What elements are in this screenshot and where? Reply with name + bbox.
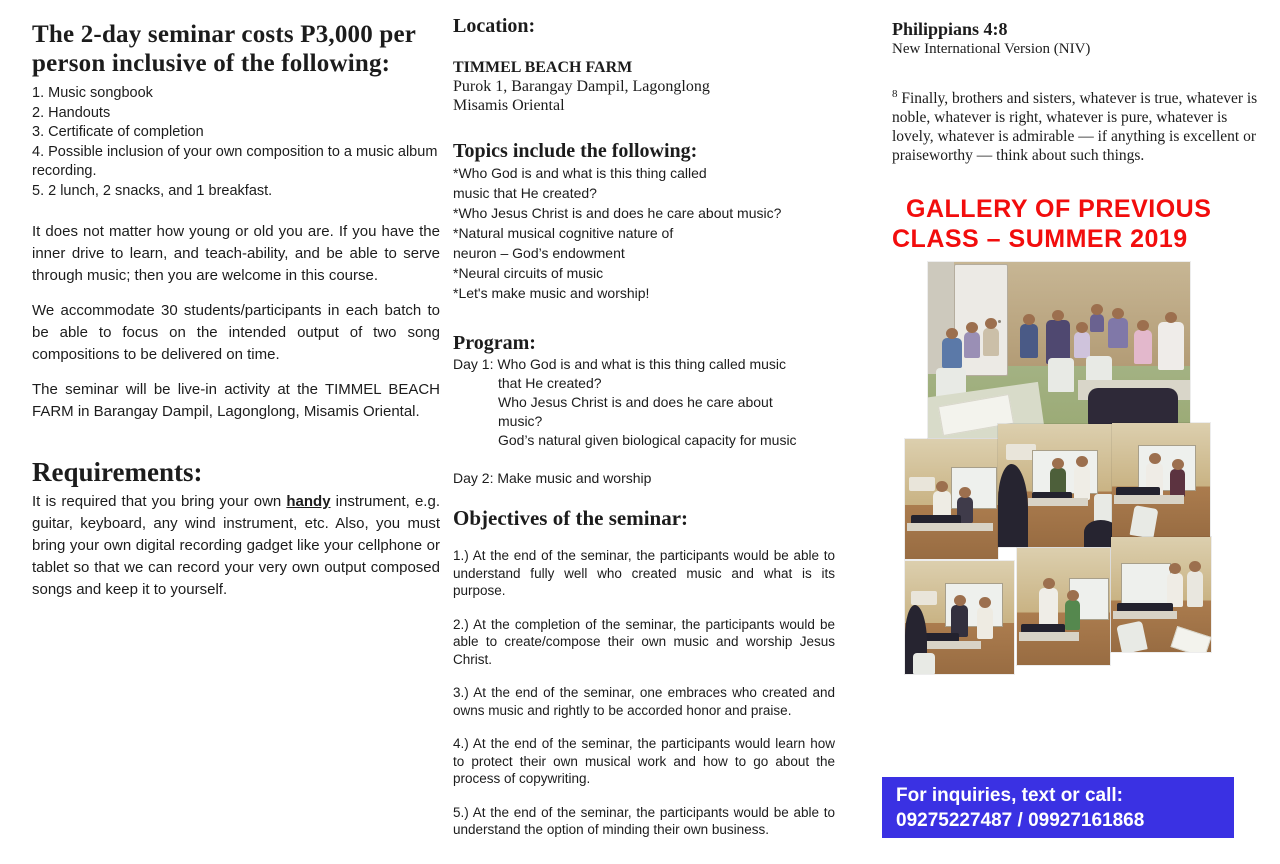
spacer: [453, 450, 835, 469]
topics-list: [453, 163, 835, 303]
gallery-photo-6: [1111, 537, 1211, 652]
topic-line: *Let's make music and worship!: [453, 285, 650, 301]
requirements-paragraph: [32, 491, 440, 601]
list-item: 3. Certificate of completion: [32, 124, 204, 140]
photo-figure: [942, 338, 962, 368]
venue-name: TIMMEL BEACH FARM: [453, 59, 633, 76]
verse-number: 8: [892, 88, 898, 100]
program-schedule: [453, 355, 835, 488]
photo-figure: [1158, 322, 1184, 370]
middle-panel: [453, 14, 835, 839]
photo-figure: [1090, 314, 1104, 332]
topic-line: *Neural circuits of music: [453, 265, 604, 281]
requirements-heading: Requirements:: [32, 457, 203, 487]
requirements-text-start: It is required that you bring your own: [32, 493, 287, 510]
photo-figure: [1134, 330, 1152, 364]
photo-figure: [1074, 466, 1090, 500]
gallery-heading-line1: GALLERY OF PREVIOUS: [906, 195, 1212, 224]
chair-shape: [1048, 358, 1074, 392]
photo-figure: [964, 332, 980, 358]
welcome-paragraph: It does not matter how young or old you are. If you have the inner drive to learn, and teach-ability, and be able to serve through music; then you are welcome in this course.: [32, 223, 440, 284]
photo-figure: [1167, 573, 1183, 607]
gallery-heading: [892, 194, 1258, 254]
photo-figure: [1108, 318, 1128, 348]
objective-paragraph: 2.) At the completion of the seminar, the participants would be able to create/compose their own music and worship Jesus Christ.: [453, 616, 835, 667]
gallery-heading-line2: CLASS – SUMMER 2019: [892, 225, 1188, 254]
requirements-text-end: instrument, e.g. guitar, keyboard, any wind instrument, etc. Also, you must bring your own digital recording gadget like your cellphone or tablet so that we can record your very own output composed songs and keep it to yourself.: [32, 493, 440, 598]
program-day1-line: God’s natural given biological capacity for music: [498, 432, 797, 448]
chair-shape: [1130, 505, 1159, 538]
chair-shape: [1116, 621, 1147, 652]
topic-line: *Natural musical cognitive nature of: [453, 225, 674, 241]
list-item: 4. Possible inclusion of your own composition to a music album recording.: [32, 143, 438, 179]
contact-line1: For inquiries, text or call:: [896, 785, 1123, 806]
whiteboard-shape: [1121, 563, 1171, 605]
photo-figure: [977, 607, 993, 639]
paper-shape: [1170, 626, 1211, 652]
program-heading: Program:: [453, 332, 536, 354]
program-day2-line: Day 2: Make music and worship: [453, 470, 652, 486]
program-day1-line: music?: [498, 413, 543, 429]
gallery-photo-5: [1017, 548, 1110, 665]
gallery-photo-1: [905, 439, 998, 559]
list-item: 5. 2 lunch, 2 snacks, and 1 breakfast.: [32, 182, 273, 199]
capacity-paragraph: We accommodate 30 students/participants in each batch to be able to focus on the intended output of two song compositions to be delivered on time.: [32, 302, 440, 363]
list-item: 2. Handouts: [32, 104, 111, 121]
photo-figure: [1039, 588, 1058, 628]
program-day1-line: that He created?: [498, 375, 602, 391]
topic-line: *Who God is and what is this thing called: [453, 165, 707, 181]
gallery-photo-2: [998, 424, 1121, 547]
pricing-heading: The 2-day seminar costs P3,000 per person inclusive of the following:: [32, 21, 416, 77]
verse-body: Finally, brothers and sisters, whatever is true, whatever is noble, whatever is right, whatever is pure, whatever is lovely, whatever is admirable — if anything is excellent or praiseworthy — think about such things.: [892, 90, 1258, 165]
right-panel: [892, 18, 1258, 682]
photo-figure: [983, 328, 999, 356]
gallery-collage: [900, 262, 1240, 682]
inclusions-list: [32, 84, 440, 201]
gallery-photo-group-class: [928, 262, 1190, 438]
objectives-heading: Objectives of the seminar:: [453, 506, 689, 530]
contact-banner: [882, 777, 1234, 838]
objective-paragraph: 3.) At the end of the seminar, one embraces who created and owns music and rightly to be accorded honor and praise.: [453, 685, 835, 718]
left-panel: [32, 20, 440, 601]
verse-text: [892, 85, 1258, 165]
requirements-text-emphasis: handy: [286, 493, 331, 510]
objective-paragraph: 5.) At the end of the seminar, the participants would be able to understand the option of minding their own business.: [453, 804, 835, 837]
venue-paragraph: The seminar will be live-in activity at the TIMMEL BEACH FARM in Barangay Dampil, Lagonglong, Misamis Oriental.: [32, 381, 440, 420]
topic-line: music that He created?: [453, 185, 597, 201]
verse-version: New International Version (NIV): [892, 41, 1091, 57]
photo-figure: [1187, 571, 1203, 607]
program-day1-line: Day 1: Who God is and what is this thing called music: [453, 356, 787, 372]
gallery-photo-3: [1112, 423, 1210, 538]
objectives-list: [453, 547, 835, 839]
photo-figure: [1170, 469, 1185, 497]
venue-address-line1: Purok 1, Barangay Dampil, Lagonglong: [453, 78, 710, 95]
venue-address-line2: Misamis Oriental: [453, 97, 565, 114]
objective-paragraph: 1.) At the end of the seminar, the participants would be able to understand fully well who created music and what is its purpose.: [453, 548, 835, 598]
chair-shape: [913, 653, 935, 674]
topics-heading: Topics include the following:: [453, 140, 698, 162]
photo-figure: [1020, 324, 1038, 358]
photo-figure: [1065, 600, 1080, 630]
location-heading: Location:: [453, 15, 536, 37]
topic-line: neuron – God’s endowment: [453, 245, 625, 261]
objective-paragraph: 4.) At the end of the seminar, the participants would learn how to protect their own musical work and how to go about the process of copywriting.: [453, 736, 835, 786]
list-item: 1. Music songbook: [32, 85, 153, 101]
contact-phone-numbers: 09275227487 / 09927161868: [896, 810, 1145, 831]
photo-figure: [1074, 332, 1090, 358]
verse-reference: Philippians 4:8: [892, 19, 1008, 39]
topic-line: *Who Jesus Christ is and does he care about music?: [453, 205, 782, 221]
gallery-photo-4: [905, 561, 1014, 674]
program-day1-line: Who Jesus Christ is and does he care about: [498, 394, 773, 410]
